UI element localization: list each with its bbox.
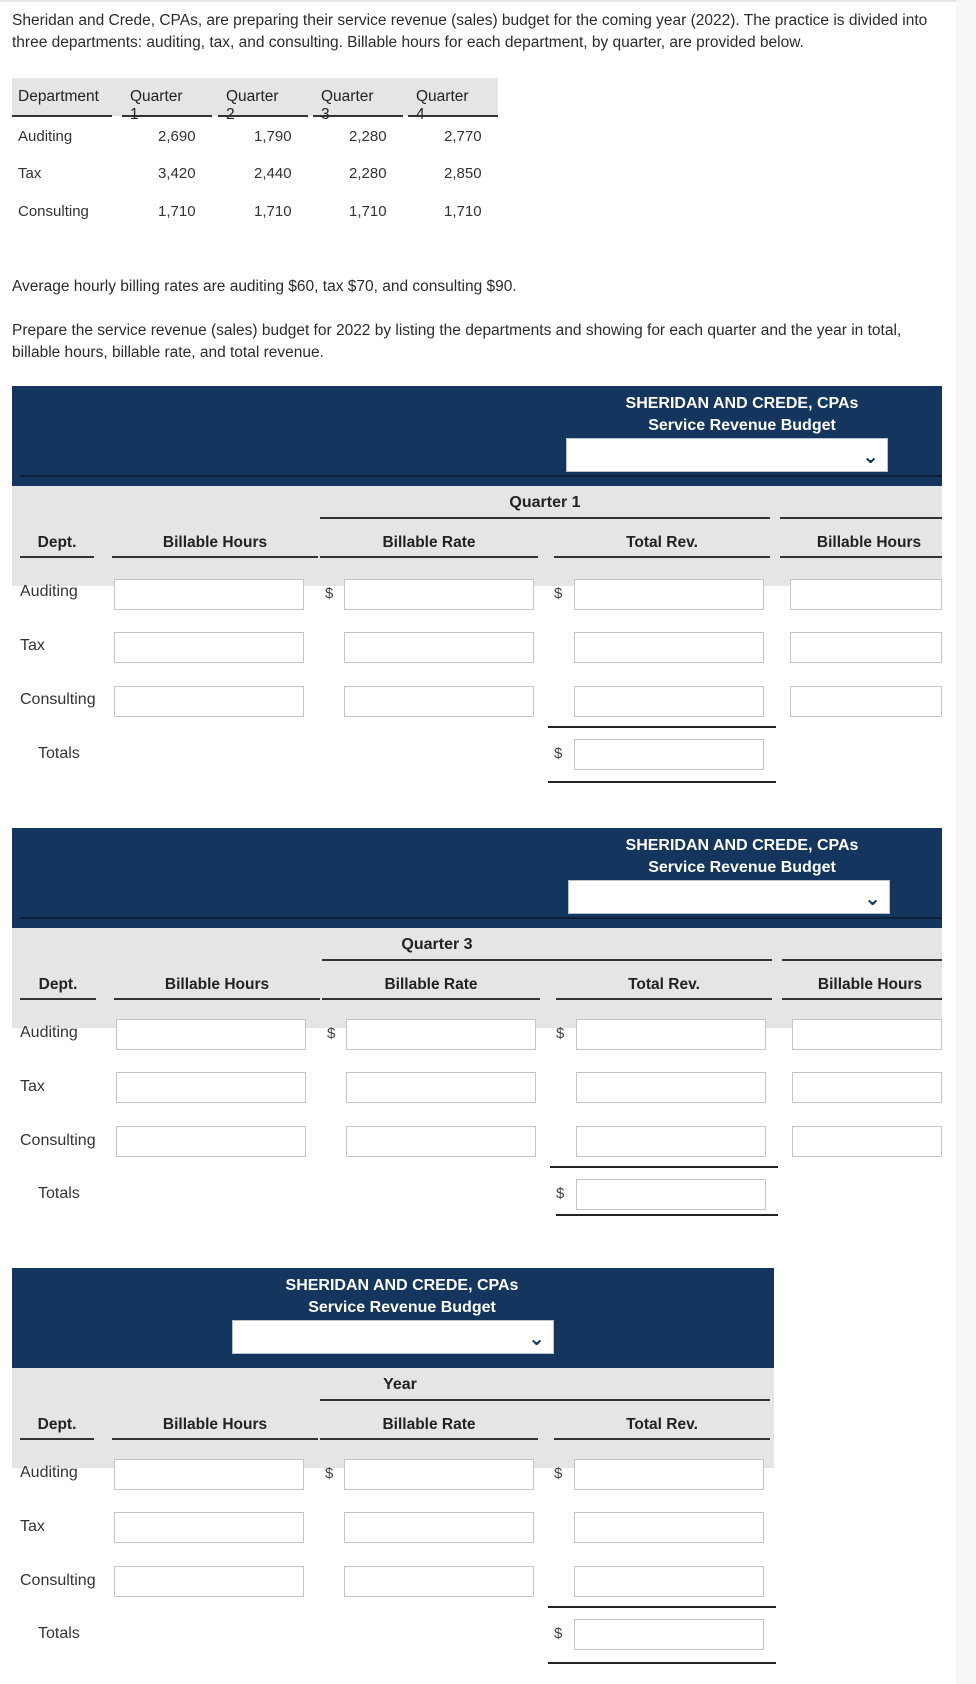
consulting-total-input[interactable]: [574, 1566, 764, 1597]
tax-hours-next-input[interactable]: [790, 632, 942, 663]
header-underline: [20, 998, 96, 1000]
totals-revenue-input[interactable]: [574, 739, 764, 770]
auditing-hours-input[interactable]: [116, 1019, 306, 1050]
company-name-suffix: AND CREDE, CPAs: [712, 837, 859, 854]
header-underline: [320, 556, 538, 558]
tax-rate-input[interactable]: [346, 1072, 536, 1103]
header-underline: [20, 1438, 94, 1440]
consulting-hours-input[interactable]: [116, 1126, 306, 1157]
currency-sign: $: [556, 1185, 565, 1202]
consulting-hours-next-input[interactable]: [792, 1126, 942, 1157]
row-label-totals: Totals: [38, 745, 80, 762]
header-underline: [780, 556, 942, 558]
period-underline: [320, 517, 770, 519]
consulting-total-input[interactable]: [574, 686, 764, 717]
period-select[interactable]: [566, 438, 888, 472]
consulting-hours-next-input[interactable]: [790, 686, 942, 717]
row-label-totals: Totals: [38, 1625, 80, 1642]
column-header-total: Total Rev.: [626, 1416, 698, 1433]
period-underline: [780, 517, 942, 519]
period-underline: [320, 1399, 770, 1401]
company-title: [552, 835, 932, 879]
column-header-hours: Billable Hours: [162, 1416, 268, 1433]
table-cell: 1,710: [349, 203, 387, 220]
total-double-rule: [548, 781, 776, 783]
table-cell: 2,770: [444, 128, 482, 145]
header-underline: [322, 998, 540, 1000]
header-underline: [556, 998, 772, 1000]
row-label-tax: Tax: [20, 1078, 45, 1095]
header-quarter-3: Quarter: [321, 88, 374, 105]
totals-revenue-input[interactable]: [576, 1179, 766, 1210]
header-underline: [114, 998, 320, 1000]
chevron-down-icon: ⌄: [528, 1328, 545, 1350]
total-rule: [550, 1166, 778, 1168]
budget-title: Service Revenue Budget: [648, 417, 836, 434]
total-double-rule: [556, 1214, 778, 1216]
company-name-suffix: AND CREDE, CPAs: [372, 1277, 519, 1294]
company-title: [202, 1275, 602, 1319]
period-label: Quarter 3: [401, 936, 473, 953]
table-cell: 1,790: [254, 128, 292, 145]
company-name-suffix: AND CREDE, CPAs: [712, 395, 859, 412]
auditing-hours-next-input[interactable]: [790, 579, 942, 610]
table-row-dept: Auditing: [18, 128, 73, 145]
period-underline: [322, 959, 772, 961]
currency-sign: $: [554, 1465, 563, 1482]
table-row-dept: Tax: [18, 165, 42, 182]
header-quarter-2: Quarter: [226, 88, 279, 105]
tax-hours-input[interactable]: [116, 1072, 306, 1103]
column-header-hours: Billable Hours: [164, 976, 270, 993]
header-underline: [112, 556, 318, 558]
auditing-total-input[interactable]: [574, 1459, 764, 1490]
total-double-rule: [548, 1662, 776, 1664]
company-name: SHERIDAN: [285, 1277, 370, 1294]
header-quarter-4: Quarter: [416, 88, 469, 105]
currency-sign: $: [554, 745, 563, 762]
header-underline: [313, 115, 403, 117]
tax-rate-input[interactable]: [344, 1512, 534, 1543]
tax-rate-input[interactable]: [344, 632, 534, 663]
chevron-down-icon: ⌄: [862, 446, 879, 468]
column-header-total: Total Rev.: [626, 534, 698, 551]
tax-hours-next-input[interactable]: [792, 1072, 942, 1103]
column-header-rate: Billable Rate: [384, 976, 478, 993]
table-cell: 1,710: [444, 203, 482, 220]
budget-title: Service Revenue Budget: [648, 859, 836, 876]
budget-title: Service Revenue Budget: [308, 1299, 496, 1316]
header-underline: [12, 115, 112, 117]
tax-hours-input[interactable]: [114, 632, 304, 663]
header-underline: [112, 1438, 318, 1440]
tax-total-input[interactable]: [574, 632, 764, 663]
column-header-rate: Billable Rate: [382, 534, 476, 551]
header-underline: [554, 556, 770, 558]
company-name: SHERIDAN: [625, 837, 710, 854]
row-label-tax: Tax: [20, 1518, 45, 1535]
currency-sign: $: [554, 1625, 563, 1642]
column-header-dept: Dept.: [37, 534, 77, 551]
banner-divider: [20, 475, 942, 477]
header-department: Department: [18, 88, 99, 105]
header-quarter-1: Quarter: [130, 88, 183, 105]
table-cell: 2,440: [254, 165, 292, 182]
auditing-hours-next-input[interactable]: [792, 1019, 942, 1050]
row-label-consulting: Consulting: [20, 691, 96, 708]
table-cell: 2,690: [158, 128, 196, 145]
currency-sign: $: [327, 1025, 336, 1042]
company-title: [552, 393, 932, 437]
table-cell: 2,280: [349, 165, 387, 182]
column-header-rate: Billable Rate: [382, 1416, 476, 1433]
auditing-hours-input[interactable]: [114, 579, 304, 610]
column-header-total: Total Rev.: [628, 976, 700, 993]
auditing-total-input[interactable]: [574, 579, 764, 610]
column-header-hours: Billable Hours: [162, 534, 268, 551]
period-label: Quarter 1: [509, 494, 581, 511]
period-select[interactable]: [232, 1320, 554, 1354]
top-divider: [0, 0, 956, 2]
auditing-rate-input[interactable]: [346, 1019, 536, 1050]
column-header-dept: Dept.: [37, 1416, 77, 1433]
column-header-dept: Dept.: [38, 976, 78, 993]
row-label-tax: Tax: [20, 637, 45, 654]
row-label-auditing: Auditing: [20, 1464, 78, 1481]
table-cell: 1,710: [254, 203, 292, 220]
consulting-total-input[interactable]: [576, 1126, 766, 1157]
currency-sign: $: [325, 585, 334, 602]
period-select[interactable]: [568, 880, 890, 914]
consulting-rate-input[interactable]: [346, 1126, 536, 1157]
auditing-rate-input[interactable]: [344, 579, 534, 610]
auditing-total-input[interactable]: [576, 1019, 766, 1050]
banner-divider: [20, 917, 942, 919]
consulting-rate-input[interactable]: [344, 686, 534, 717]
header-underline: [320, 1438, 538, 1440]
tax-total-input[interactable]: [576, 1072, 766, 1103]
row-label-auditing: Auditing: [20, 583, 78, 600]
table-cell: 1,710: [158, 203, 196, 220]
header-underline: [554, 1438, 770, 1440]
scroll-gutter: [956, 0, 976, 1684]
table-row-dept: Consulting: [18, 203, 89, 220]
company-name: SHERIDAN: [625, 395, 710, 412]
tax-hours-input[interactable]: [114, 1512, 304, 1543]
row-label-totals: Totals: [38, 1185, 80, 1202]
column-header-hours-next: Billable Hours: [817, 976, 923, 993]
period-underline: [782, 959, 942, 961]
row-label-auditing: Auditing: [20, 1024, 78, 1041]
total-rule: [548, 1606, 776, 1608]
row-label-consulting: Consulting: [20, 1572, 96, 1589]
tax-total-input[interactable]: [574, 1512, 764, 1543]
auditing-hours-input[interactable]: [114, 1459, 304, 1490]
header-underline: [408, 115, 498, 117]
table-cell: 3,420: [158, 165, 196, 182]
header-underline: [782, 998, 942, 1000]
table-cell: 2,280: [349, 128, 387, 145]
auditing-rate-input[interactable]: [344, 1459, 534, 1490]
header-underline: [20, 556, 94, 558]
currency-sign: $: [556, 1025, 565, 1042]
currency-sign: $: [554, 585, 563, 602]
row-label-consulting: Consulting: [20, 1132, 96, 1149]
column-header-hours-next: Billable Hours: [816, 534, 922, 551]
table-cell: 2,850: [444, 165, 482, 182]
consulting-rate-input[interactable]: [344, 1566, 534, 1597]
totals-revenue-input[interactable]: [574, 1619, 764, 1650]
header-underline: [218, 115, 308, 117]
chevron-down-icon: ⌄: [864, 888, 881, 910]
currency-sign: $: [325, 1465, 334, 1482]
header-underline: [122, 115, 212, 117]
total-rule: [548, 726, 776, 728]
consulting-hours-input[interactable]: [114, 686, 304, 717]
billing-rates-text: Average hourly billing rates are auditing $60, tax $70, and consulting $90.: [12, 278, 517, 295]
intro-text: Sheridan and Crede, CPAs, are preparing their service revenue (sales) budget for the coming year (2022). The practice is divided into three departments: auditing, tax, and consulting. Billable hours for each department, by quarter, are provided below.: [12, 12, 928, 51]
consulting-hours-input[interactable]: [114, 1566, 304, 1597]
instruction-text: Prepare the service revenue (sales) budget for 2022 by listing the departments and showing for each quarter and the year in total, billable hours, billable rate, and total revenue.: [12, 322, 902, 361]
period-label: Year: [383, 1376, 417, 1393]
